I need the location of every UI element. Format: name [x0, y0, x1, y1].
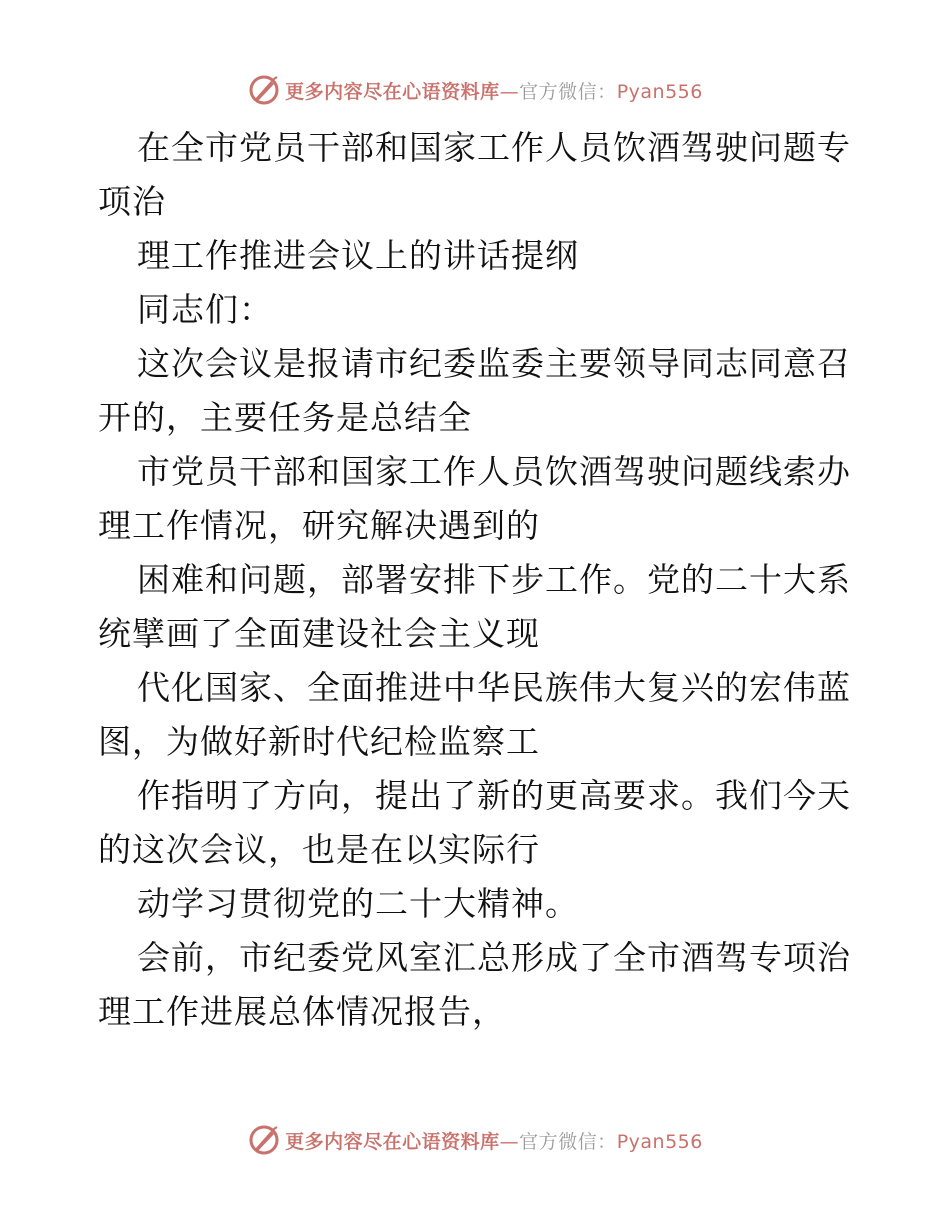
title-line-3: 理工作推进会议上的讲话提纲: [137, 236, 579, 275]
paragraph-line: 开的，主要任务是总结全: [98, 398, 472, 437]
header-watermark: [0, 70, 950, 110]
paragraph-line: 会前，市纪委党风室汇总形成了全市酒驾专项治: [137, 938, 851, 977]
paragraph-line: 动学习贯彻党的二十大精神。: [137, 884, 579, 923]
watermark-brand: 更多内容尽在心语资料库: [285, 1130, 500, 1153]
paragraph-line: 理工作情况，研究解决遇到的: [98, 506, 540, 545]
quill-seal-icon: [247, 1123, 281, 1157]
paragraph-line: 统擘画了全面建设社会主义现: [98, 614, 540, 653]
paragraph-line: 的这次会议，也是在以实际行: [98, 830, 540, 869]
watermark-id: Pyan556: [616, 1130, 703, 1153]
document-body: [98, 121, 858, 1039]
paragraph-line: 困难和问题，部署安排下步工作。党的二十大系: [137, 560, 851, 599]
paragraph-line: 代化国家、全面推进中华民族伟大复兴的宏伟蓝: [137, 668, 851, 707]
paragraph-line: 市党员干部和国家工作人员饮酒驾驶问题线索办: [137, 452, 851, 491]
quill-seal-icon: [247, 73, 281, 107]
paragraph-line: 理工作进展总体情况报告，: [98, 992, 506, 1031]
paragraph-line: 这次会议是报请市纪委监委主要领导同志同意召: [137, 344, 851, 383]
watermark-label: 官方微信：: [519, 80, 617, 103]
title-line-2: 项治: [98, 182, 166, 221]
watermark-label: 官方微信：: [519, 1130, 617, 1153]
title-line-1: 在全市党员干部和国家工作人员饮酒驾驶问题专: [137, 128, 851, 167]
paragraph-line: 图，为做好新时代纪检监察工: [98, 722, 540, 761]
watermark-id: Pyan556: [616, 80, 703, 103]
footer-watermark: [0, 1120, 950, 1160]
watermark-dash: —: [499, 1130, 520, 1153]
watermark-dash: —: [499, 80, 520, 103]
watermark-brand: 更多内容尽在心语资料库: [285, 80, 500, 103]
salutation: 同志们：: [137, 290, 273, 329]
paragraph-line: 作指明了方向，提出了新的更高要求。我们今天: [137, 776, 851, 815]
